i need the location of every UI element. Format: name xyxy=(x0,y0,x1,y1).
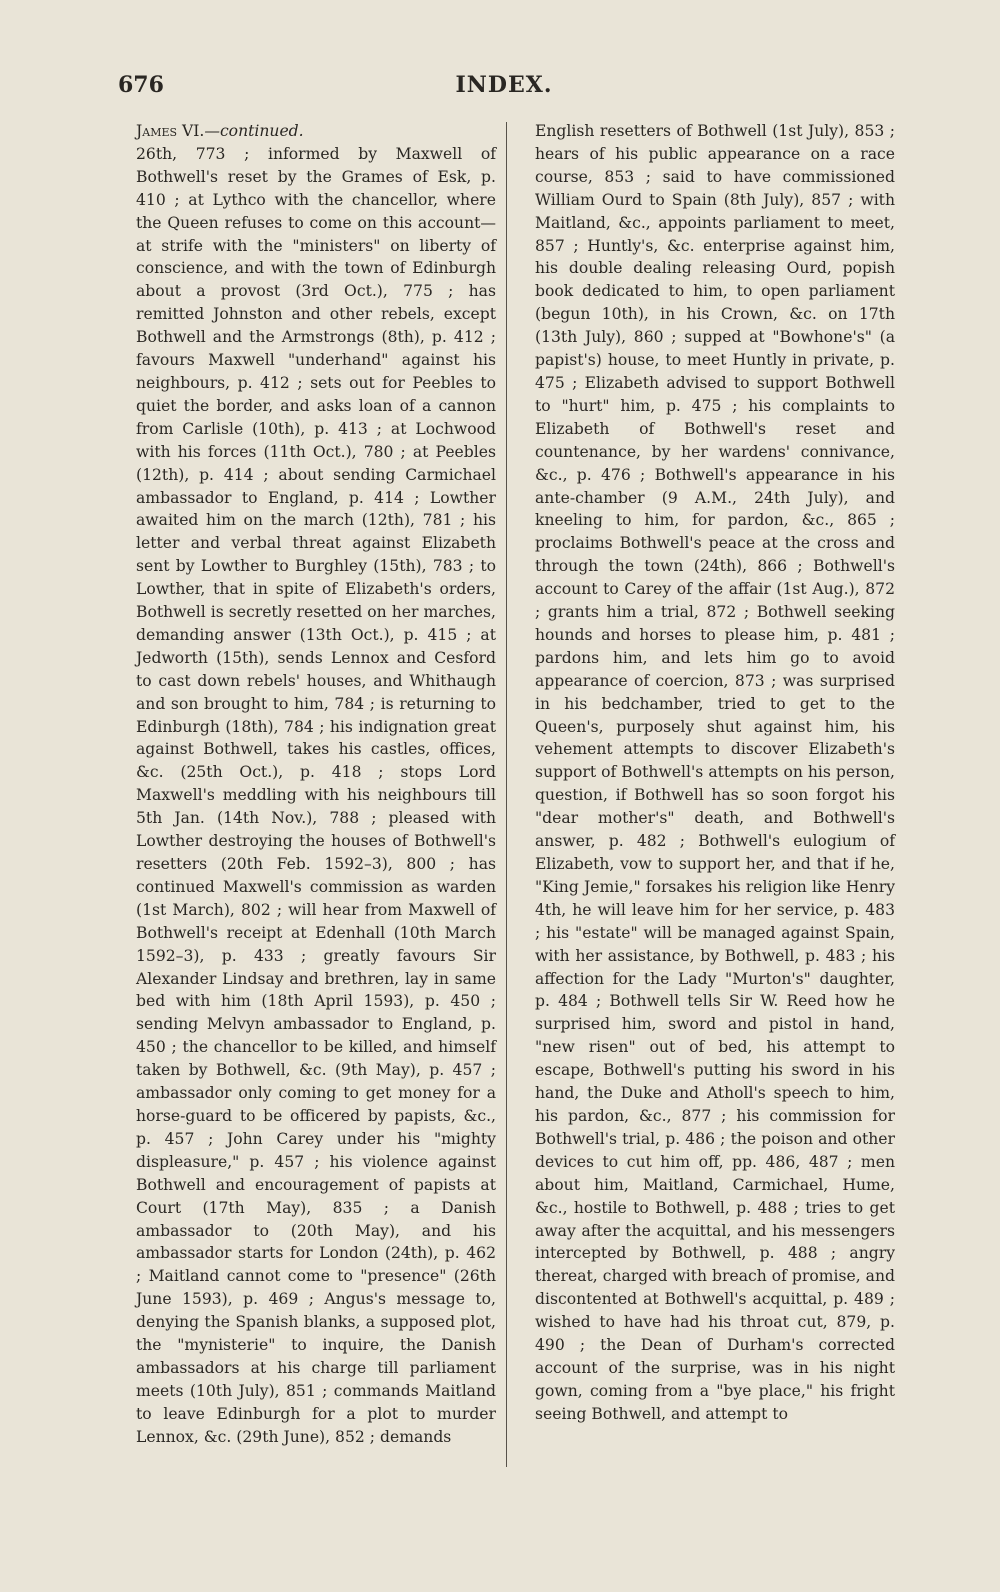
running-title: INDEX. xyxy=(455,72,553,98)
left-column-text: 26th, 773 ; informed by Maxwell of Bothwell's reset by the Grames of Esk, p. 410 ; at Lythco with the chancellor, where the Queen refuses to come on this account—at strife with the "ministers" on liberty of conscience, and with the town of Edinburgh about a provost (3rd Oct.), 775 ; has remitted Johnston and other rebels, except Bothwell and the Armstrongs (8th), p. 412 ; favours Maxwell "underhand" against his neighbours, p. 412 ; sets out for Peebles to quiet the border, and asks loan of a cannon from Carlisle (10th), p. 413 ; at Lochwood with his forces (11th Oct.), 780 ; at Peebles (12th), p. 414 ; about sending Carmichael ambassador to England, p. 414 ; Lowther awaited him on the march (12th), 781 ; his letter and verbal threat against Elizabeth sent by Lowther to Burghley (15th), 783 ; to Lowther, that in spite of Elizabeth's orders, Bothwell is secretly resetted on her marches, demanding answer (13th Oct.), p. 415 ; at Jedworth (15th), sends Lennox and Cesford to cast down rebels' houses, and Whithaugh and son brought to him, 784 ; is returning to Edinburgh (18th), 784 ; his indignation great against Bothwell, takes his castles, offices, &c. (25th Oct.), p. 418 ; stops Lord Maxwell's meddling with his neighbours till 5th Jan. (14th Nov.), 788 ; pleased with Lowther destroying the houses of Bothwell's resetters (20th Feb. 1592–3), 800 ; has continued Maxwell's commission as warden (1st March), 802 ; will hear from Maxwell of Bothwell's receipt at Edenhall (10th March 1592–3), p. 433 ; greatly favours Sir Alexander Lindsay and brethren, lay in same bed with him (18th April 1593), p. 450 ; sending Melvyn ambassador to England, p. 450 ; the chancellor to be killed, and himself taken by Bothwell, &c. (9th May), p. 457 ; ambassador only coming to get money for a horse-guard to be officered by papists, &c., p. 457 ; John Carey under his "mighty displeasure," p. 457 ; his violence against Bothwell and encouragement of papists at Court (17th May), 835 ; a Danish ambassador to (20th May), and his ambassador starts for London (24th), p. 462 ; Maitland cannot come to "presence" (26th June 1593), p. 469 ; Angus's message to, denying the Spanish blanks, a supposed plot, the "mynisterie" to inquire, the Danish ambassadors at his charge till parliament meets (10th July), 851 ; commands Maitland to leave Edinburgh for a plot to murder Lennox, &c. (29th June), 852 ; demands xyxy=(136,144,496,1446)
right-column-text: English resetters of Bothwell (1st July), 853 ; hears of his public appearance on a race course, 853 ; said to have commissioned William Ourd to Spain (8th July), 857 ; with Maitland, &c., appoints parliament to meet, 857 ; Huntly's, &c. enterprise against him, his double dealing releasing Ourd, popish book dedicated to him, to open parliament (begun 10th), in his Crown, &c. on 17th (13th July), 860 ; supped at "Bowhone's" (a papist's) house, to meet Huntly in private, p. 475 ; Elizabeth advised to support Bothwell to "hurt" him, p. 475 ; his complaints to Elizabeth of Bothwell's reset and countenance, by her wardens' connivance, &c., p. 476 ; Bothwell's appearance in his ante-chamber (9 A.M., 24th July), and kneeling to him, for pardon, &c., 865 ; proclaims Bothwell's peace at the cross and through the town (24th), 866 ; Bothwell's account to Carey of the affair (1st Aug.), 872 ; grants him a trial, 872 ; Bothwell seeking hounds and horses to please him, p. 481 ; pardons him, and lets him go to avoid appearance of coercion, 873 ; was surprised in his bedchamber, tried to get to the Queen's, purposely shut against him, his vehement attempts to discover Elizabeth's support of Bothwell's attempts on his person, question, if Bothwell has so soon forgot his "dear mother's" death, and Bothwell's answer, p. 482 ; Bothwell's eulogium of Elizabeth, vow to support her, and that if he, "King Jemie," forsakes his religion like Henry 4th, he will leave him for her service, p. 483 ; his "estate" will be managed against Spain, with her assistance, by Bothwell, p. 483 ; his affection for the Lady "Murton's" daughter, p. 484 ; Bothwell tells Sir W. Reed how he surprised him, sword and pistol in hand, "new risen" out of bed, his attempt to escape, Bothwell's putting his sword in his hand, the Duke and Atholl's speech to him, his pardon, &c., 877 ; his commission for Bothwell's trial, p. 486 ; the poison and other devices to cut him off, pp. 486, 487 ; men about him, Maitland, Carmichael, Hume, &c., hostile to Bothwell, p. 488 ; tries to get away after the acquittal, and his messengers intercepted by Bothwell, p. 488 ; angry thereat, charged with breach of promise, and discontented at Bothwell's acquittal, p. 489 ; wished to have had his throat cut, 879, p. 490 ; the Dean of Durham's corrected account of the surprise, was in his night gown, coming from a "bye place," his fright seeing Bothwell, and attempt to xyxy=(535,122,895,1423)
column-divider xyxy=(506,122,507,1467)
page-header xyxy=(118,72,890,112)
entry-continued-label: —continued. xyxy=(204,122,304,140)
left-column xyxy=(136,120,496,1449)
right-column xyxy=(535,120,895,1426)
entry-heading xyxy=(136,120,496,143)
entry-name: James VI. xyxy=(136,122,205,140)
page-number: 676 xyxy=(118,72,164,98)
